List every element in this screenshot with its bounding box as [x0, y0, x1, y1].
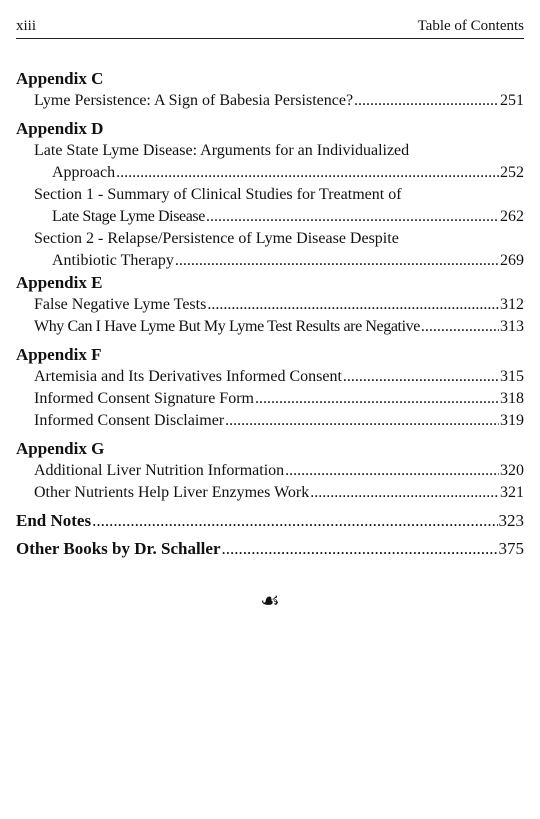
toc-entry-title: Lyme Persistence: A Sign of Babesia Persistence? — [34, 92, 354, 109]
dot-leader — [206, 206, 499, 228]
dot-leader — [255, 388, 499, 410]
dot-leader — [310, 482, 499, 504]
toc-entry-page: 313 — [500, 318, 524, 335]
toc-entry[interactable] — [16, 90, 524, 112]
dot-leader — [225, 410, 499, 432]
toc-entry[interactable] — [16, 228, 524, 272]
running-title: Table of Contents — [417, 18, 524, 34]
toc-entry-page: 315 — [500, 368, 524, 385]
toc-entry-page: 323 — [498, 511, 524, 530]
toc-entry-title: Artemisia and Its Derivatives Informed Consent — [34, 368, 342, 385]
table-of-contents — [16, 68, 524, 560]
toc-entry[interactable] — [16, 184, 524, 228]
dot-leader — [92, 510, 497, 532]
toc-entry[interactable] — [16, 482, 524, 504]
toc-entry[interactable] — [16, 366, 524, 388]
toc-entry-title: False Negative Lyme Tests — [34, 296, 207, 313]
dot-leader — [285, 460, 499, 482]
toc-entry-title: Informed Consent Signature Form — [34, 390, 254, 407]
toc-entry-page: 318 — [500, 390, 524, 407]
appendix-f-heading: Appendix F — [16, 345, 102, 364]
toc-entry-page: 312 — [500, 296, 524, 313]
toc-entry[interactable] — [16, 410, 524, 432]
toc-entry-title: Other Books by Dr. Schaller — [16, 539, 221, 558]
dot-leader — [116, 162, 499, 184]
toc-entry-title-line1: Section 2 - Relapse/Persistence of Lyme Disease Despite — [34, 230, 399, 247]
toc-entry[interactable] — [16, 460, 524, 482]
toc-entry-end-notes[interactable] — [16, 510, 524, 532]
toc-entry[interactable] — [16, 294, 524, 316]
toc-entry-page: 269 — [500, 252, 524, 269]
toc-entry-page: 252 — [500, 164, 524, 181]
toc-entry-other-books[interactable] — [16, 538, 524, 560]
toc-entry-title: End Notes — [16, 511, 92, 530]
dot-leader — [175, 250, 499, 272]
toc-entry[interactable] — [16, 140, 524, 184]
dot-leader — [354, 90, 499, 112]
toc-entry-title: Other Nutrients Help Liver Enzymes Work — [34, 484, 310, 501]
toc-entry-page: 319 — [500, 412, 524, 429]
dot-leader — [222, 538, 498, 560]
dot-leader — [207, 294, 499, 316]
toc-entry-title: Additional Liver Nutrition Information — [34, 462, 285, 479]
appendix-g-heading: Appendix G — [16, 439, 105, 458]
toc-entry-page: 375 — [498, 539, 524, 558]
toc-entry-title-line2: Approach — [52, 164, 116, 181]
fleuron-ornament-icon: ☙ — [260, 588, 280, 613]
toc-entry-page: 320 — [500, 462, 524, 479]
toc-entry-page: 321 — [500, 484, 524, 501]
toc-entry-title: Informed Consent Disclaimer — [34, 412, 225, 429]
toc-entry-title: Why Can I Have Lyme But My Lyme Test Results are Negative — [34, 318, 420, 335]
toc-entry[interactable] — [16, 316, 524, 338]
toc-entry-title-line1: Section 1 - Summary of Clinical Studies for Treatment of — [34, 186, 402, 203]
appendix-c-heading: Appendix C — [16, 69, 104, 88]
toc-entry-title-line1: Late State Lyme Disease: Arguments for an Individualized — [34, 142, 410, 159]
dot-leader — [343, 366, 499, 388]
toc-entry-page: 262 — [500, 208, 524, 225]
appendix-d-heading: Appendix D — [16, 119, 104, 138]
toc-entry-page: 251 — [500, 92, 524, 109]
dot-leader — [421, 316, 499, 338]
toc-entry-title-line2: Late Stage Lyme Disease — [52, 208, 205, 225]
appendix-e-heading: Appendix E — [16, 273, 103, 292]
toc-entry[interactable] — [16, 388, 524, 410]
toc-entry-title-line2: Antibiotic Therapy — [52, 252, 174, 269]
page-number: xiii — [16, 18, 37, 34]
page-header — [16, 14, 524, 39]
